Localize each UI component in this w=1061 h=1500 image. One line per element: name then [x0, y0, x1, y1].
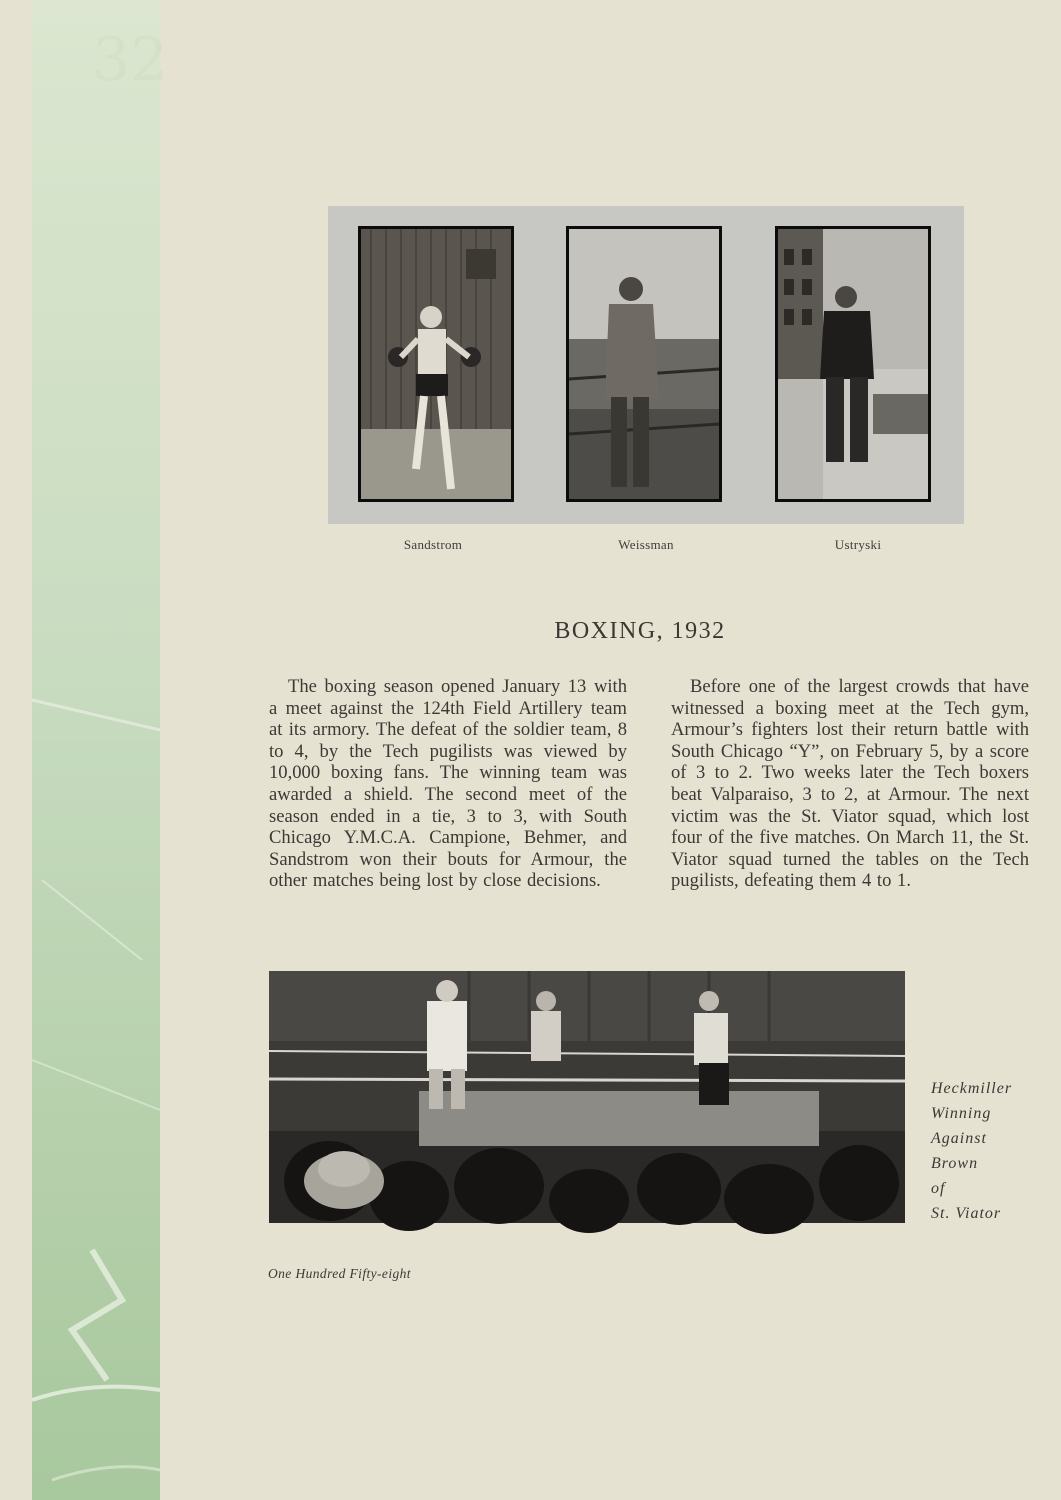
caption-line: Against: [931, 1130, 987, 1147]
caption-sandstrom: Sandstrom: [403, 537, 463, 552]
caption-weissman: Weissman: [618, 537, 674, 552]
boxer-photo-image: [361, 229, 511, 499]
photo-sandstrom: [358, 226, 514, 502]
caption-line: St. Viator: [931, 1205, 1002, 1222]
caption-line: Winning: [931, 1105, 992, 1122]
side-strip-pattern: [32, 0, 169, 1500]
caption-line: Heckmiller: [931, 1080, 1013, 1097]
paragraph-right: Before one of the largest crowds that have witnessed a boxing meet at the Tech gym, Armour’s fighters lost their return battle with South Chicago “Y”, on February 5, by a score of 3 to 2. Two weeks later the Tech boxers beat Valparaiso, 3 to 2, at Armour. The next victim was the St. Viator squad, which lost four of the five matches. On March 11, the St. Viator squad turned the tables on the Tech pugilists, defeating them 4 to 1.: [671, 676, 1029, 892]
decorative-side-strip: [32, 0, 169, 1500]
caption-ustryski: Ustryski: [834, 537, 882, 552]
caption-line: of: [931, 1180, 946, 1197]
photo-weissman: [566, 226, 722, 502]
caption-line: Brown: [931, 1155, 979, 1172]
boxing-match-photo: [269, 971, 905, 1223]
portrait-photo-strip: [328, 206, 964, 524]
paragraph-left: The boxing season opened January 13 with a meet against the 124th Field Artillery team at its armory. The defeat of the soldier team, 8 to 4, by the Tech pugilists was viewed by 10,000 boxing fans. The winning team was awarded a shield. The second meet of the season ended in a tie, 3 to 3, with South Chicago Y.M.C.A. Campione, Behmer, and Sandstrom won their bouts for Armour, the other matches being lost by close decisions.: [269, 676, 627, 892]
svg-text:32: 32: [92, 25, 169, 95]
page-title: BOXING, 1932: [554, 618, 726, 644]
photo-ustryski: [775, 226, 931, 502]
boxing-ring-photo-image: [269, 971, 905, 1223]
man-in-suit-photo-image: [569, 229, 719, 499]
action-photo-caption: [931, 1076, 1041, 1226]
man-in-sweater-photo-image: [778, 229, 928, 499]
page-number: One Hundred Fifty-eight: [268, 1266, 411, 1281]
